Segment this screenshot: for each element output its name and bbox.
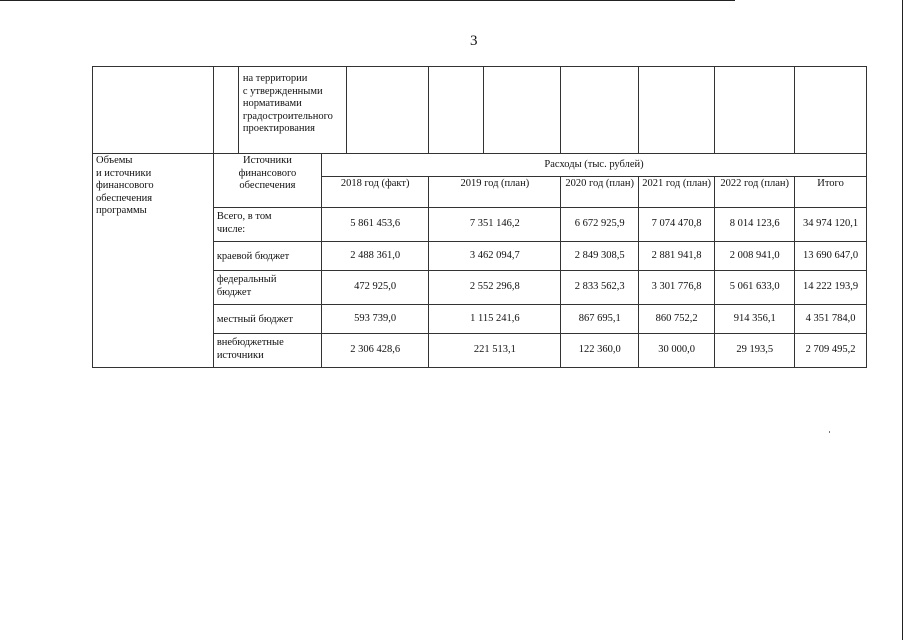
cont-line: градостроительного: [242, 110, 333, 122]
value-cell: 860 752,2: [638, 305, 714, 334]
continuation-row: [93, 67, 867, 154]
value-cell: 5 061 633,0: [715, 271, 795, 305]
value-cell: 8 014 123,6: [715, 208, 795, 242]
source-cell: внебюджетные источники: [213, 334, 321, 368]
value-cell: 867 695,1: [561, 305, 639, 334]
cont-line: на территории: [242, 73, 308, 84]
top-border-line: [0, 0, 735, 1]
value-cell: 7 074 470,8: [638, 208, 714, 242]
section-label-line: программы: [96, 205, 147, 216]
source-cell: местный бюджет: [213, 305, 321, 334]
spending-header: Расходы (тыс. рублей): [322, 154, 867, 177]
total-cell: 13 690 647,0: [795, 242, 867, 271]
cont-line: нормативами: [242, 98, 302, 109]
cont-cell-8: [561, 67, 639, 154]
value-cell: 2 849 308,5: [561, 242, 639, 271]
cont-cell-9: [638, 67, 714, 154]
cont-cell-2: [213, 67, 238, 154]
value-cell: 2 488 361,0: [322, 242, 429, 271]
total-cell: 34 974 120,1: [795, 208, 867, 242]
value-cell: 2 881 941,8: [638, 242, 714, 271]
year-header: 2022 год (план): [715, 177, 795, 208]
total-cell: 14 222 193,9: [795, 271, 867, 305]
value-cell: 2 833 562,3: [561, 271, 639, 305]
section-label: [93, 154, 214, 368]
value-cell: 2 008 941,0: [715, 242, 795, 271]
total-cell: 2 709 495,2: [795, 334, 867, 368]
total-cell: 4 351 784,0: [795, 305, 867, 334]
value-cell: 5 861 453,6: [322, 208, 429, 242]
value-cell: 221 513,1: [429, 334, 561, 368]
value-cell: 2 552 296,8: [429, 271, 561, 305]
source-cell: Всего, в том числе:: [213, 208, 321, 242]
scan-speck: [829, 431, 830, 433]
cont-cell-7: [483, 67, 561, 154]
cont-cell-10: [715, 67, 795, 154]
value-cell: 30 000,0: [638, 334, 714, 368]
cont-cell-1: [93, 67, 214, 154]
section-label-line: и источники: [96, 167, 152, 179]
page-number: 3: [470, 33, 478, 49]
value-cell: 1 115 241,6: [429, 305, 561, 334]
value-cell: 122 360,0: [561, 334, 639, 368]
value-cell: 593 739,0: [322, 305, 429, 334]
cont-cell-11: [795, 67, 867, 154]
value-cell: 6 672 925,9: [561, 208, 639, 242]
cont-line: с утвержденными: [242, 85, 323, 97]
year-header: 2021 год (план): [638, 177, 714, 208]
sources-header: Источники финансового обеспечения: [213, 154, 321, 208]
right-border-line: [902, 0, 903, 640]
cont-cell-5: [347, 67, 429, 154]
section-label-line: финансового: [96, 180, 154, 191]
value-cell: 914 356,1: [715, 305, 795, 334]
total-header: Итого: [795, 177, 867, 208]
spending-header-row: [93, 154, 867, 177]
value-cell: 2 306 428,6: [322, 334, 429, 368]
source-cell: краевой бюджет: [213, 242, 321, 271]
program-table: [92, 66, 867, 368]
cont-line: проектирования: [242, 123, 316, 134]
value-cell: 3 462 094,7: [429, 242, 561, 271]
value-cell: 3 301 776,8: [638, 271, 714, 305]
year-header: 2020 год (план): [561, 177, 639, 208]
year-header: 2018 год (факт): [322, 177, 429, 208]
section-label-line: Объемы: [96, 155, 133, 166]
year-header: 2019 год (план): [429, 177, 561, 208]
source-cell: федеральный бюджет: [213, 271, 321, 305]
cont-cell-6: [429, 67, 484, 154]
continuation-text: [238, 67, 346, 154]
section-label-line: обеспечения: [96, 192, 153, 204]
value-cell: 472 925,0: [322, 271, 429, 305]
value-cell: 29 193,5: [715, 334, 795, 368]
value-cell: 7 351 146,2: [429, 208, 561, 242]
